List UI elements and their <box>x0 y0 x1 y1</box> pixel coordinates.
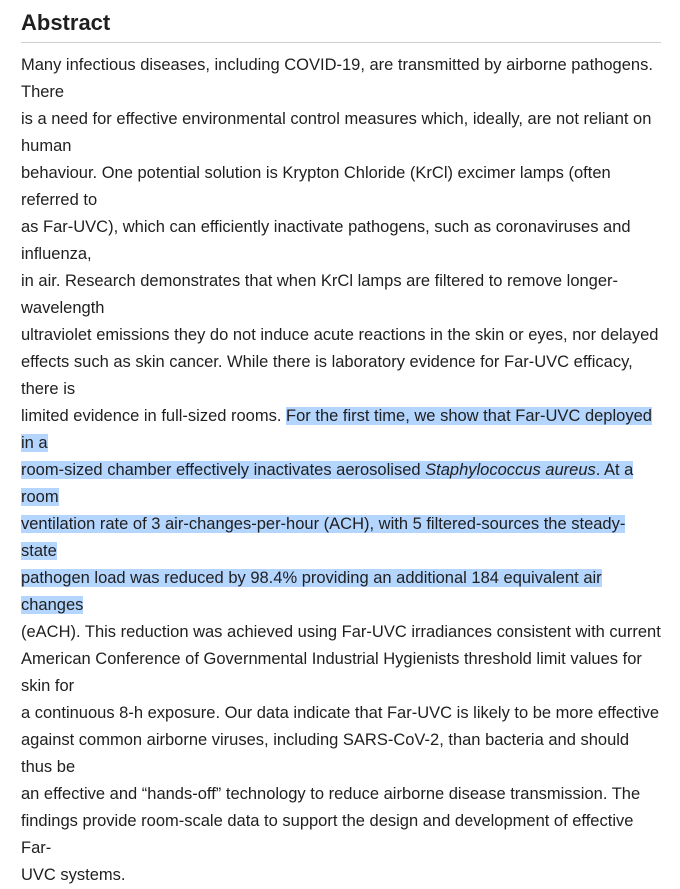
abstract-line: as Far-UVC), which can efficiently inactivate pathogens, such as coronaviruses and influenza, <box>21 218 631 263</box>
abstract-line: American Conference of Governmental Industrial Hygienists threshold limit values for skin for <box>21 650 642 695</box>
abstract-line <box>21 457 661 511</box>
abstract-text: limited evidence in full-sized rooms. <box>21 407 287 425</box>
selected-text <box>21 461 633 506</box>
abstract-line <box>21 565 661 619</box>
abstract-line: findings provide room-scale data to support the design and development of effective Far- <box>21 812 634 857</box>
heading-divider <box>21 42 661 43</box>
species-name: Staphylococcus aureus <box>425 461 596 479</box>
selected-text-segment: room-sized chamber effectively inactivates aerosolised <box>21 461 426 479</box>
section-heading: Abstract <box>21 10 111 35</box>
abstract-line: UVC systems. <box>21 866 126 884</box>
abstract-body[interactable] <box>21 52 661 889</box>
abstract-line: effects such as skin cancer. While there is laboratory evidence for Far-UVC efficacy, there is <box>21 353 633 398</box>
abstract-line <box>21 511 661 565</box>
abstract-line: Many infectious diseases, including COVID-19, are transmitted by airborne pathogens. There <box>21 56 653 101</box>
abstract-line: an effective and “hands-off” technology to reduce airborne disease transmission. The <box>21 785 641 803</box>
abstract-line: against common airborne viruses, including SARS-CoV-2, than bacteria and should thus be <box>21 731 630 776</box>
selected-text: pathogen load was reduced by 98.4% providing an additional 184 equivalent air changes <box>21 569 602 614</box>
abstract-line: a continuous 8-h exposure. Our data indicate that Far-UVC is likely to be more effective <box>21 704 660 722</box>
abstract-line: behaviour. One potential solution is Krypton Chloride (KrCl) excimer lamps (often referred to <box>21 164 611 209</box>
selected-text: For the first time, we show that Far-UVC deployed in a <box>21 407 652 452</box>
abstract-line <box>21 403 661 457</box>
abstract-line: is a need for effective environmental control measures which, ideally, are not reliant on human <box>21 110 652 155</box>
abstract-line: (eACH). This reduction was achieved using Far-UVC irradiances consistent with current <box>21 623 661 641</box>
selected-text-segment: . At a room <box>21 461 634 506</box>
abstract-line: in air. Research demonstrates that when KrCl lamps are filtered to remove longer-wavelength <box>21 272 619 317</box>
selected-text: ventilation rate of 3 air-changes-per-hour (ACH), with 5 filtered-sources the steady-state <box>21 515 626 560</box>
abstract-line: ultraviolet emissions they do not induce acute reactions in the skin or eyes, nor delayed <box>21 326 659 344</box>
